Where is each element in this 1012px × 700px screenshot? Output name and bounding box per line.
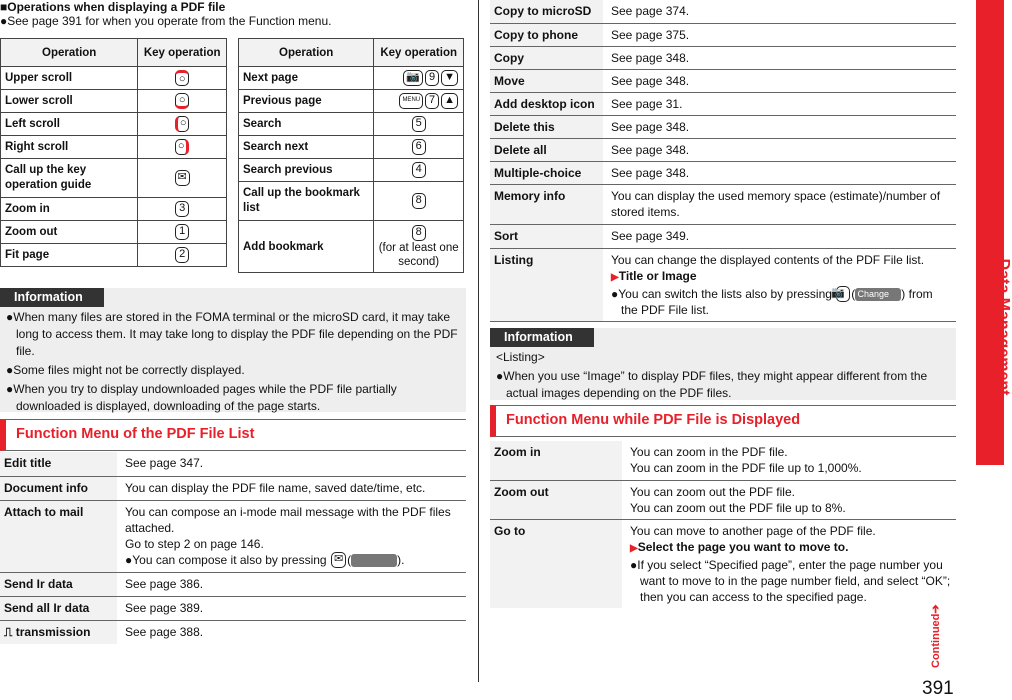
op-label: Call up the key operation guide	[1, 159, 138, 198]
continued-label	[929, 604, 942, 668]
info-box-1	[0, 288, 466, 412]
fn-desc: See page 348.	[603, 138, 956, 161]
fn-desc-2: You can zoom in the PDF file up to 1,000%.	[630, 461, 862, 475]
op-label: Fit page	[1, 244, 138, 267]
up-arrow-key-icon: ▲	[441, 93, 458, 109]
fn-name: Copy	[490, 46, 603, 69]
fn-desc: You can compose an i-mode mail message with the PDF files attached.	[125, 504, 451, 535]
key-9-icon: 9	[425, 70, 439, 86]
fn-display-heading: Function Menu while PDF File is Displayed	[490, 405, 956, 437]
fn-list-heading: Function Menu of the PDF File List	[0, 419, 466, 451]
fn-display-table	[490, 441, 956, 608]
fn-desc-2: You can zoom out the PDF file up to 8%.	[630, 500, 846, 515]
mail-key-icon: ✉	[331, 552, 346, 568]
fn-desc: See page 31.	[603, 92, 956, 115]
ops-header-operation: Operation	[239, 39, 374, 67]
key-6-icon: 6	[412, 139, 426, 155]
key-8-icon: 8	[412, 225, 426, 241]
fn-desc-tip-end: from the PDF File list.	[621, 286, 933, 318]
fn-name: Delete this	[490, 115, 603, 138]
fn-desc: See page 348.	[603, 161, 956, 184]
ops-header-key: Key operation	[138, 39, 227, 67]
fn-desc: See page 349.	[603, 224, 956, 248]
key-7-icon: 7	[425, 93, 439, 109]
fn-name: Listing	[490, 248, 603, 322]
op-label: Right scroll	[1, 136, 138, 159]
fn-desc: See page 348.	[603, 69, 956, 92]
key-hold-note: (for at least one second)	[378, 241, 459, 268]
op-label: Lower scroll	[1, 90, 138, 113]
fn-desc-step: Title or Image	[618, 268, 697, 283]
op-label: Zoom in	[1, 198, 138, 221]
fn-name: Add desktop icon	[490, 92, 603, 115]
key-3-icon: 3	[175, 201, 189, 217]
ops-table-right	[238, 38, 464, 273]
key-1-icon: 1	[175, 224, 189, 240]
key-5-icon: 5	[412, 116, 426, 132]
fn-name: transmission	[15, 624, 91, 639]
fn-name: Delete all	[490, 138, 603, 161]
info-item: ●When many files are stored in the FOMA terminal or the microSD card, it may take long to access them. It may take long to display the PDF file depending on the PDF file.	[6, 310, 458, 358]
fn-desc: You can zoom out the PDF file.	[630, 484, 795, 499]
fn-name: Zoom in	[490, 441, 622, 480]
fn-desc-tip: ●If you select “Specified page”, enter the page number you want to move to in the page number field, and select “OK”; then you can access to the specified page.	[630, 557, 951, 604]
op-label: Next page	[239, 67, 374, 90]
section-note: ●See page 391 for when you operate from the Function menu.	[0, 14, 332, 28]
fn-name: Memory info	[490, 184, 603, 224]
up-key-icon: ○	[175, 70, 189, 86]
info-box-2	[490, 328, 956, 400]
fn-desc: You can change the displayed contents of the PDF File list.	[611, 252, 925, 267]
info-item: ●Some files might not be correctly displayed.	[6, 363, 245, 377]
fn-desc: See page 386.	[117, 572, 466, 596]
camera-key-icon: 📷	[403, 70, 423, 86]
fn-desc: You can display the PDF file name, saved date/time, etc.	[117, 476, 466, 500]
ops-table-left	[0, 38, 227, 267]
op-label: Call up the bookmark list	[239, 182, 374, 221]
fn-desc-step: Select the page you want to move to.	[637, 539, 849, 554]
fn-name: Copy to phone	[490, 23, 603, 46]
down-key-icon: ○	[175, 93, 189, 109]
page-number: 391	[922, 678, 954, 699]
fn-name: Send all Ir data	[0, 596, 117, 620]
fn-desc: See page 374.	[603, 0, 956, 23]
camera-key-icon: 📷	[836, 286, 850, 302]
fn-name: Sort	[490, 224, 603, 248]
fn-name: Attach to mail	[0, 500, 117, 572]
info-label: Information	[490, 328, 594, 347]
mail-key-icon: ✉	[175, 170, 190, 186]
right-key-icon: ○	[175, 139, 190, 155]
op-label: Left scroll	[1, 113, 138, 136]
mail-softkey-icon	[351, 554, 397, 567]
ops-header-key: Key operation	[374, 39, 464, 67]
fn-name: Document info	[0, 476, 117, 500]
fn-desc-tip: ●You can switch the lists also by pressing	[611, 286, 832, 301]
fn-name: Multiple-choice	[490, 161, 603, 184]
infrared-icon: ⎍	[4, 624, 13, 639]
side-section-label: Data Management	[995, 258, 1012, 396]
fn-name: Send Ir data	[0, 572, 117, 596]
fn-desc: See page 348.	[603, 46, 956, 69]
key-2-icon: 2	[175, 247, 189, 263]
fn-desc: You can zoom in the PDF file.	[630, 445, 788, 459]
fn-desc: You can move to another page of the PDF file.	[630, 523, 876, 538]
info-item: ●When you try to display undownloaded pages while the PDF file partially downloaded is displayed, downloading of the page starts.	[6, 382, 397, 413]
left-key-icon: ○	[175, 116, 190, 132]
arrow-right-icon: ➔	[930, 604, 942, 614]
fn-list-table-right: Copy to microSD See page 374. Copy to phone See page 375. Copy See page 348. Move See page 348. Add desktop icon See page 31. Delete this See page 348. Delete all See page 348. Multiple-choice See page 348. Memory info You can display the used memory space (estimate)/number of stored items. Sort See page 349. Listing You can change the displayed contents of the PDF File list. ▶Title or Image ●You can switch the lists also by pressing 📷 ( Change ) from the PDF File list.	[490, 0, 956, 322]
op-label: Previous page	[239, 90, 374, 113]
down-arrow-key-icon: ▼	[441, 70, 458, 86]
op-label: Upper scroll	[1, 67, 138, 90]
fn-desc: See page 388.	[125, 624, 204, 639]
fn-desc: See page 389.	[117, 596, 466, 620]
op-label: Search previous	[239, 159, 374, 182]
op-label: Zoom out	[1, 221, 138, 244]
info-item: ●When you use “Image” to display PDF files, they might appear different from the actual images depending on the PDF files.	[496, 369, 928, 400]
op-label: Add bookmark	[239, 221, 374, 273]
op-label: Search next	[239, 136, 374, 159]
fn-name: Edit title	[0, 452, 117, 476]
column-divider	[478, 0, 479, 682]
fn-name: Zoom out	[490, 480, 622, 519]
fn-desc-tip: ●You can compose it also by pressing	[125, 552, 327, 567]
fn-desc: See page 375.	[603, 23, 956, 46]
fn-desc-step: Go to step 2 on page 146.	[125, 536, 264, 551]
fn-desc: See page 348.	[603, 115, 956, 138]
fn-name: Go to	[490, 519, 622, 608]
key-4-icon: 4	[412, 162, 426, 178]
info-sub: <Listing>	[496, 350, 545, 364]
step-arrow-icon: ▶	[630, 542, 638, 554]
fn-name: Copy to microSD	[490, 0, 603, 23]
fn-desc: You can display the used memory space (estimate)/number of stored items.	[603, 184, 956, 224]
fn-name: Move	[490, 69, 603, 92]
section-title: ■Operations when displaying a PDF file	[0, 0, 226, 14]
op-label: Search	[239, 113, 374, 136]
fn-list-table-left: Edit title See page 347. Document info You can display the PDF file name, saved date/time, etc. Attach to mail You can compose an i-mode mail message with the PDF files attached. Go to step 2 on page 146. ●You can compose it also by pressing ✉ ( ). Send Ir data See page 386. Send all Ir data See page 389. ⎍ transmission See page 388.	[0, 452, 466, 644]
fn-desc: See page 347.	[117, 452, 466, 476]
key-8-icon: 8	[412, 193, 426, 209]
change-softkey-icon: Change	[855, 288, 901, 301]
step-arrow-icon: ▶	[611, 271, 619, 283]
info-label: Information	[0, 288, 104, 307]
continued-text: Continued	[930, 613, 942, 668]
ops-header-operation: Operation	[1, 39, 138, 67]
menu-key-icon: MENU	[399, 93, 423, 109]
